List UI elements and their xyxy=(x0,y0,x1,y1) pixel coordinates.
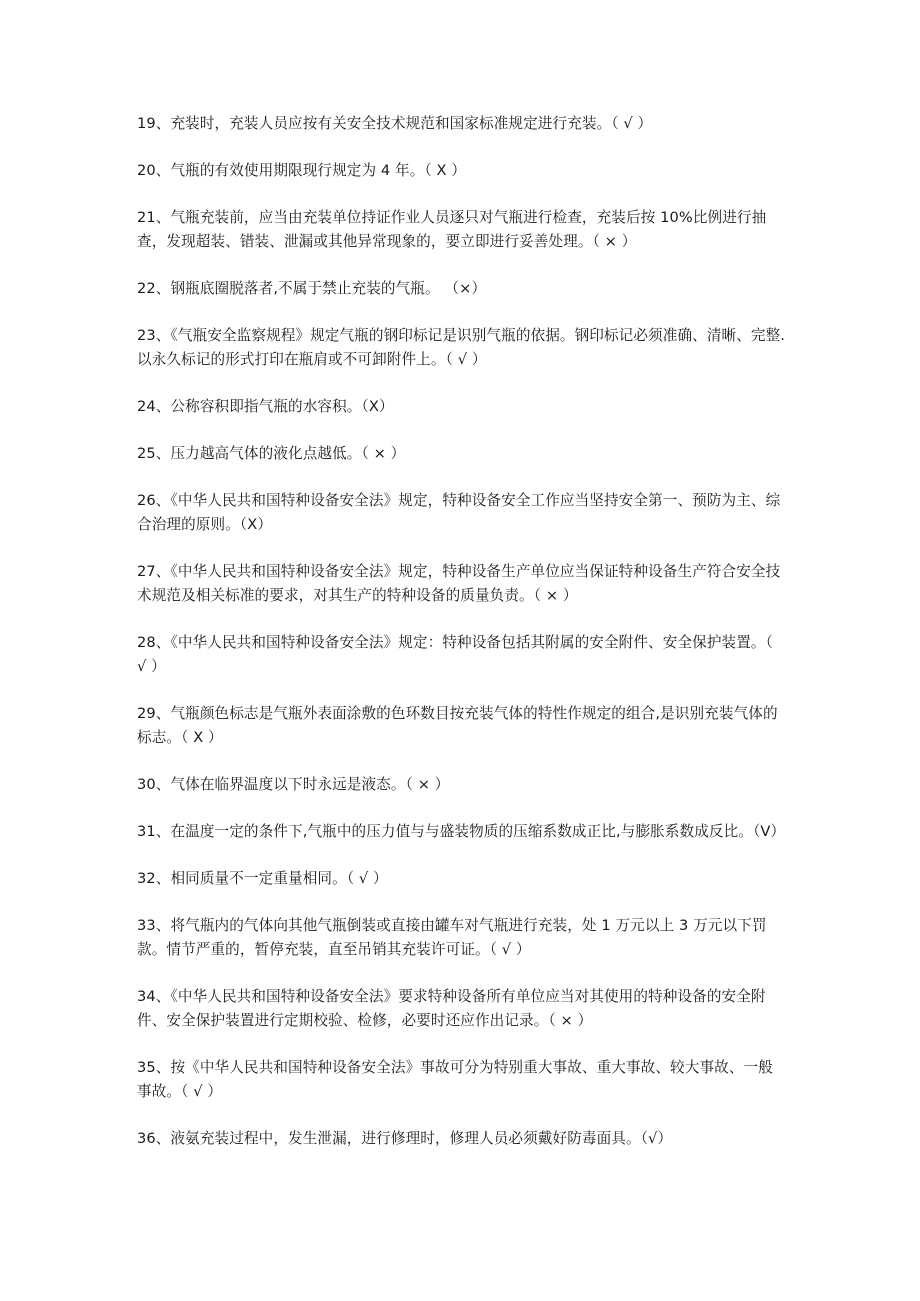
question-item-19: 19、充装时，充装人员应按有关安全技术规范和国家标准规定进行充装。（ √ ） xyxy=(137,115,653,132)
question-item-27: 27、《中华人民共和国特种设备安全法》规定，特种设备生产单位应当保证特种设备生产符合安全技术规范及相关标准的要求，对其生产的特种设备的质量负责。（ × ） xyxy=(137,563,781,604)
question-item-36: 36、液氨充装过程中，发生泄漏，进行修理时，修理人员必须戴好防毒面具。（√） xyxy=(137,1130,673,1147)
question-item-34: 34、《中华人民共和国特种设备安全法》要求特种设备所有单位应当对其使用的特种设备的安全附件、安全保护装置进行定期校验、检修，必要时还应作出记录。（ × ） xyxy=(137,988,766,1029)
question-item-32: 32、相同质量不一定重量相同。（ √ ） xyxy=(137,870,388,887)
question-item-35: 35、按《中华人民共和国特种设备安全法》事故可分为特别重大事故、重大事故、较大事故、一般事故。（ √ ） xyxy=(137,1059,773,1100)
question-item-25: 25、压力越高气体的液化点越低。（ × ） xyxy=(137,445,406,462)
question-item-31: 31、在温度一定的条件下,气瓶中的压力值与与盛装物质的压缩系数成正比,与膨胀系数成反比。（V） xyxy=(137,823,786,840)
question-item-22: 22、钢瓶底圈脱落者,不属于禁止充装的气瓶。 （×） xyxy=(137,280,487,297)
question-item-28: 28、《中华人民共和国特种设备安全法》规定：特种设备包括其附属的安全附件、安全保护装置。（ √ ） xyxy=(137,634,774,675)
question-item-23: 23、《气瓶安全监察规程》规定气瓶的钢印标记是识别气瓶的依据。钢印标记必须准确、清晰、完整.以永久标记的形式打印在瓶肩或不可卸附件上。（ √ ） xyxy=(137,327,786,368)
question-item-33: 33、将气瓶内的气体向其他气瓶倒装或直接由罐车对气瓶进行充装，处 1 万元以上 3 万元以下罚款。情节严重的，暂停充装，直至吊销其充装许可证。（ √ ） xyxy=(137,917,767,958)
question-item-20: 20、气瓶的有效使用期限现行规定为 4 年。（ X ） xyxy=(137,162,467,179)
question-list xyxy=(137,112,787,1174)
question-item-21: 21、气瓶充装前，应当由充装单位持证作业人员逐只对气瓶进行检查，充装后按 10%比例进行抽查，发现超装、错装、泄漏或其他异常现象的，要立即进行妥善处理。（ × ） xyxy=(137,209,767,250)
question-item-26: 26、《中华人民共和国特种设备安全法》规定，特种设备安全工作应当坚持安全第一、预防为主、综合治理的原则。（X） xyxy=(137,492,781,533)
question-item-29: 29、气瓶颜色标志是气瓶外表面涂敷的色环数目按充装气体的特性作规定的组合,是识别充装气体的标志。（ X ） xyxy=(137,705,778,746)
question-item-24: 24、公称容积即指气瓶的水容积。（X） xyxy=(137,398,394,415)
question-item-30: 30、气体在临界温度以下时永远是液态。（ × ） xyxy=(137,776,450,793)
